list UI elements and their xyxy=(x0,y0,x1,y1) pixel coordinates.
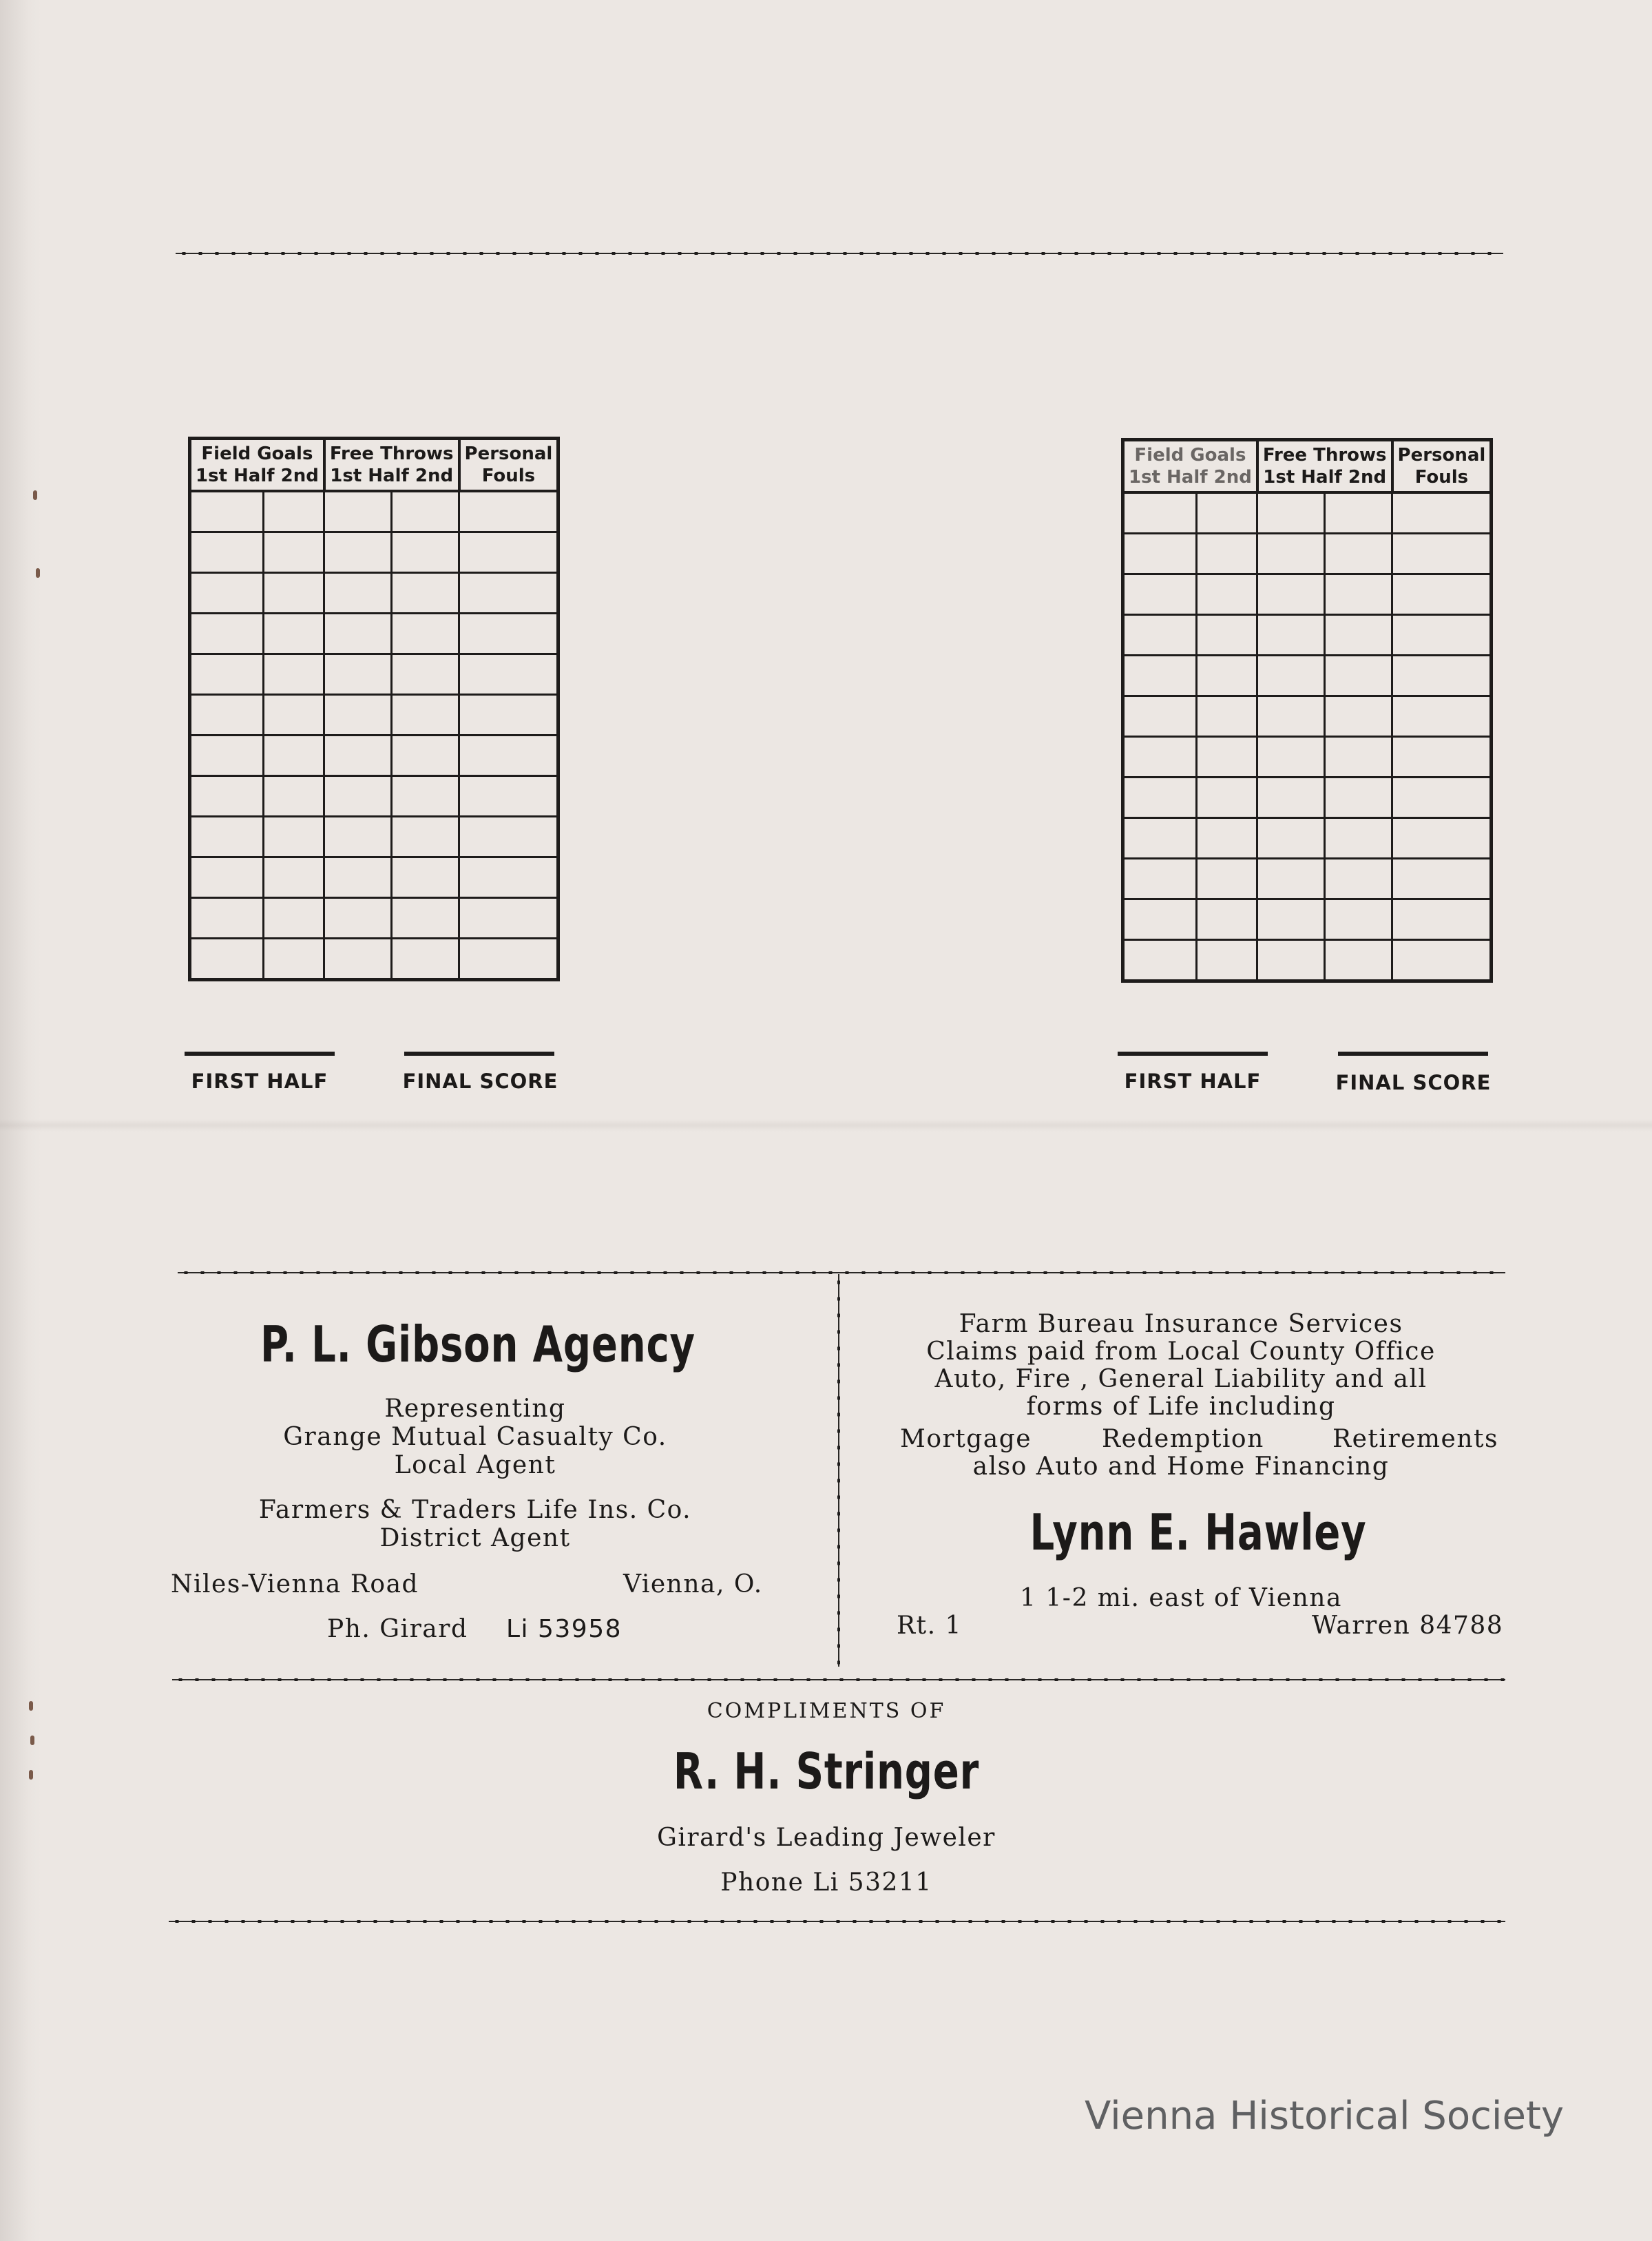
final-score-label: FINAL SCORE xyxy=(1335,1071,1492,1094)
tally-cell xyxy=(392,898,459,939)
tally-cell xyxy=(263,614,324,654)
tally-row xyxy=(1123,778,1492,818)
tally-cell xyxy=(1392,778,1492,818)
gibson-phone-prefix: Ph. Girard xyxy=(327,1615,468,1643)
header-line: Free Throws xyxy=(1262,445,1387,466)
gibson-town: Vienna, O. xyxy=(623,1570,763,1598)
right-tally-sheet xyxy=(1121,438,1493,983)
tally-row xyxy=(1123,818,1492,859)
tally-cell xyxy=(1392,492,1492,534)
hawley-financing: also Auto and Home Financing xyxy=(972,1452,1390,1481)
free-throws-header xyxy=(1257,440,1392,493)
horizontal-crease xyxy=(0,1119,1652,1132)
tally-row xyxy=(1123,534,1492,574)
tally-cell xyxy=(1123,940,1197,981)
tally-cell xyxy=(263,491,324,532)
tally-cell xyxy=(459,736,558,776)
tally-cell xyxy=(1196,492,1257,534)
tally-cell xyxy=(392,614,459,654)
tally-cell xyxy=(1196,778,1257,818)
tally-cell xyxy=(1196,859,1257,899)
tally-cell xyxy=(1392,899,1492,940)
tally-cell xyxy=(1325,737,1392,778)
tally-cell xyxy=(1196,737,1257,778)
tally-cell xyxy=(1257,818,1325,859)
tally-cell xyxy=(392,776,459,817)
tally-cell xyxy=(1123,859,1197,899)
gibson-company1: Grange Mutual Casualty Co. xyxy=(283,1423,667,1451)
header-line: Fouls xyxy=(481,466,536,486)
tally-cell xyxy=(263,532,324,573)
hawley-service-redemption: Redemption xyxy=(1102,1425,1264,1453)
tally-cell xyxy=(1257,899,1325,940)
stringer-name: R. H. Stringer xyxy=(673,1742,980,1800)
tally-cell xyxy=(324,654,392,695)
margin-mark xyxy=(29,1701,33,1711)
tally-row xyxy=(190,898,558,939)
tally-cell xyxy=(324,695,392,736)
hawley-route: Rt. 1 xyxy=(897,1612,962,1640)
tally-cell xyxy=(1123,778,1197,818)
tally-cell xyxy=(1196,534,1257,574)
tally-cell xyxy=(263,654,324,695)
free-throws-header xyxy=(324,439,459,492)
tally-cell xyxy=(1325,940,1392,981)
tally-cell xyxy=(459,695,558,736)
tally-cell xyxy=(392,857,459,898)
tally-cell xyxy=(1325,656,1392,696)
header-line: Free Throws xyxy=(329,444,454,464)
tally-row xyxy=(1123,696,1492,737)
hawley-line2: Claims paid from Local County Office xyxy=(926,1337,1436,1366)
tally-cell xyxy=(1392,574,1492,615)
tally-cell xyxy=(459,776,558,817)
tally-cell xyxy=(1196,696,1257,737)
hawley-line4: forms of Life including xyxy=(1026,1393,1336,1421)
gibson-road: Niles-Vienna Road xyxy=(171,1570,419,1598)
tally-cell xyxy=(1325,818,1392,859)
tally-cell xyxy=(392,695,459,736)
tally-cell xyxy=(392,573,459,614)
tally-cell xyxy=(1392,859,1492,899)
tally-row xyxy=(1123,615,1492,656)
tally-cell xyxy=(190,817,264,857)
tally-cell xyxy=(1123,492,1197,534)
stringer-compliments: COMPLIMENTS OF xyxy=(707,1699,946,1723)
first-half-score-line xyxy=(1118,1052,1268,1056)
tally-cell xyxy=(459,939,558,980)
tally-cell xyxy=(1392,737,1492,778)
header-line: Field Goals xyxy=(1134,445,1246,466)
tally-cell xyxy=(1325,778,1392,818)
tally-row xyxy=(1123,492,1492,534)
tally-cell xyxy=(459,817,558,857)
tally-cell xyxy=(190,573,264,614)
header-line: Field Goals xyxy=(201,444,313,464)
tally-cell xyxy=(1392,696,1492,737)
tally-cell xyxy=(1123,615,1197,656)
gibson-representing: Representing xyxy=(384,1395,566,1423)
tally-cell xyxy=(1257,737,1325,778)
header-line: 1st Half 2nd xyxy=(1129,467,1252,488)
first-half-label: FIRST HALF xyxy=(191,1070,328,1093)
tally-row xyxy=(1123,940,1492,981)
tally-cell xyxy=(1196,656,1257,696)
first-half-score-line xyxy=(185,1052,335,1056)
tally-cell xyxy=(1257,778,1325,818)
ads-middle-divider xyxy=(172,1678,1505,1681)
tally-cell xyxy=(1325,534,1392,574)
tally-cell xyxy=(1123,818,1197,859)
tally-cell xyxy=(1325,899,1392,940)
hawley-location: 1 1-2 mi. east of Vienna xyxy=(1020,1584,1342,1612)
tally-cell xyxy=(263,857,324,898)
personal-fouls-header xyxy=(1392,440,1492,493)
tally-cell xyxy=(1123,574,1197,615)
tally-cell xyxy=(1325,492,1392,534)
tally-cell xyxy=(190,532,264,573)
margin-mark xyxy=(30,1736,34,1745)
tally-cell xyxy=(1196,818,1257,859)
tally-cell xyxy=(1257,859,1325,899)
tally-cell xyxy=(459,654,558,695)
gibson-role2: District Agent xyxy=(379,1524,571,1552)
tally-cell xyxy=(1123,534,1197,574)
tally-cell xyxy=(459,532,558,573)
tally-cell xyxy=(1392,534,1492,574)
tally-row xyxy=(190,695,558,736)
tally-cell xyxy=(263,695,324,736)
stringer-phone: Phone Li 53211 xyxy=(720,1868,932,1897)
tally-row xyxy=(190,817,558,857)
hawley-line3: Auto, Fire , General Liability and all xyxy=(934,1365,1428,1393)
tally-cell xyxy=(324,817,392,857)
tally-cell xyxy=(190,776,264,817)
tally-cell xyxy=(190,898,264,939)
tally-cell xyxy=(1392,818,1492,859)
tally-cell xyxy=(190,939,264,980)
tally-cell xyxy=(190,695,264,736)
tally-cell xyxy=(1196,899,1257,940)
top-divider xyxy=(176,252,1503,255)
tally-row xyxy=(1123,859,1492,899)
tally-cell xyxy=(1123,696,1197,737)
tally-row xyxy=(190,491,558,532)
tally-cell xyxy=(459,898,558,939)
gibson-company2: Farmers & Traders Life Ins. Co. xyxy=(258,1496,692,1524)
tally-cell xyxy=(1257,492,1325,534)
gibson-phone-number: Li 53958 xyxy=(506,1615,623,1643)
tally-cell xyxy=(324,614,392,654)
tally-cell xyxy=(459,614,558,654)
tally-row xyxy=(190,776,558,817)
tally-row xyxy=(1123,656,1492,696)
tally-rows xyxy=(1123,492,1492,981)
hawley-service-retirements: Retirements xyxy=(1332,1425,1498,1453)
ads-vertical-divider xyxy=(837,1274,840,1667)
left-tally-sheet xyxy=(188,437,560,981)
tally-cell xyxy=(1325,859,1392,899)
tally-cell xyxy=(324,573,392,614)
tally-cell xyxy=(392,654,459,695)
field-goals-header xyxy=(1123,440,1257,493)
tally-cell xyxy=(1123,737,1197,778)
personal-fouls-header xyxy=(459,439,558,492)
tally-cell xyxy=(1257,656,1325,696)
tally-cell xyxy=(324,491,392,532)
tally-cell xyxy=(190,614,264,654)
final-score-label: FINAL SCORE xyxy=(402,1070,558,1093)
tally-cell xyxy=(190,736,264,776)
header-line: 1st Half 2nd xyxy=(1263,467,1387,488)
first-half-label: FIRST HALF xyxy=(1124,1070,1262,1093)
tally-cell xyxy=(324,857,392,898)
final-score-line xyxy=(404,1052,554,1056)
tally-row xyxy=(190,573,558,614)
tally-cell xyxy=(324,736,392,776)
header-line: 1st Half 2nd xyxy=(196,466,319,486)
tally-cell xyxy=(1325,574,1392,615)
tally-row xyxy=(190,857,558,898)
tally-cell xyxy=(263,736,324,776)
tally-cell xyxy=(1325,615,1392,656)
tally-row xyxy=(1123,737,1492,778)
tally-cell xyxy=(459,491,558,532)
tally-cell xyxy=(392,939,459,980)
ads-top-divider xyxy=(178,1271,1505,1274)
header-line: 1st Half 2nd xyxy=(330,466,454,486)
tally-cell xyxy=(1196,615,1257,656)
tally-cell xyxy=(324,776,392,817)
tally-cell xyxy=(392,532,459,573)
header-line: Personal xyxy=(1397,445,1486,466)
tally-cell xyxy=(1392,615,1492,656)
tally-row xyxy=(1123,574,1492,615)
tally-cell xyxy=(263,573,324,614)
field-goals-header xyxy=(190,439,324,492)
tally-cell xyxy=(1257,574,1325,615)
header-line: Fouls xyxy=(1414,467,1469,488)
tally-cell xyxy=(1325,696,1392,737)
tally-cell xyxy=(1196,940,1257,981)
tally-cell xyxy=(324,532,392,573)
margin-mark xyxy=(36,568,40,578)
tally-cell xyxy=(392,491,459,532)
tally-cell xyxy=(1257,940,1325,981)
final-score-line xyxy=(1338,1052,1488,1056)
tally-cell xyxy=(1257,534,1325,574)
hawley-name: Lynn E. Hawley xyxy=(1029,1503,1367,1561)
gibson-agency-name: P. L. Gibson Agency xyxy=(260,1315,696,1373)
stringer-tagline: Girard's Leading Jeweler xyxy=(657,1824,996,1852)
tally-cell xyxy=(190,491,264,532)
tally-cell xyxy=(1392,940,1492,981)
tally-row xyxy=(190,736,558,776)
tally-cell xyxy=(1257,615,1325,656)
tally-row xyxy=(190,939,558,980)
hawley-phone: Warren 84788 xyxy=(1312,1612,1504,1640)
ads-bottom-divider xyxy=(169,1920,1505,1923)
tally-cell xyxy=(190,857,264,898)
tally-cell xyxy=(1392,656,1492,696)
tally-cell xyxy=(263,776,324,817)
tally-cell xyxy=(263,939,324,980)
hawley-line1: Farm Bureau Insurance Services xyxy=(959,1310,1403,1338)
tally-cell xyxy=(392,817,459,857)
header-line: Personal xyxy=(464,444,553,464)
hawley-service-mortgage: Mortgage xyxy=(900,1425,1032,1453)
tally-cell xyxy=(324,939,392,980)
gibson-role1: Local Agent xyxy=(394,1451,556,1479)
tally-cell xyxy=(1196,574,1257,615)
tally-cell xyxy=(459,573,558,614)
tally-cell xyxy=(324,898,392,939)
tally-cell xyxy=(263,898,324,939)
watermark: Vienna Historical Society xyxy=(1085,2094,1565,2138)
margin-mark xyxy=(33,490,37,500)
tally-cell xyxy=(1257,696,1325,737)
tally-row xyxy=(190,654,558,695)
tally-cell xyxy=(459,857,558,898)
tally-cell xyxy=(190,654,264,695)
tally-rows xyxy=(190,491,558,980)
tally-cell xyxy=(392,736,459,776)
tally-cell xyxy=(1123,899,1197,940)
tally-row xyxy=(1123,899,1492,940)
margin-mark xyxy=(29,1770,33,1780)
tally-row xyxy=(190,614,558,654)
tally-cell xyxy=(263,817,324,857)
tally-cell xyxy=(1123,656,1197,696)
tally-row xyxy=(190,532,558,573)
